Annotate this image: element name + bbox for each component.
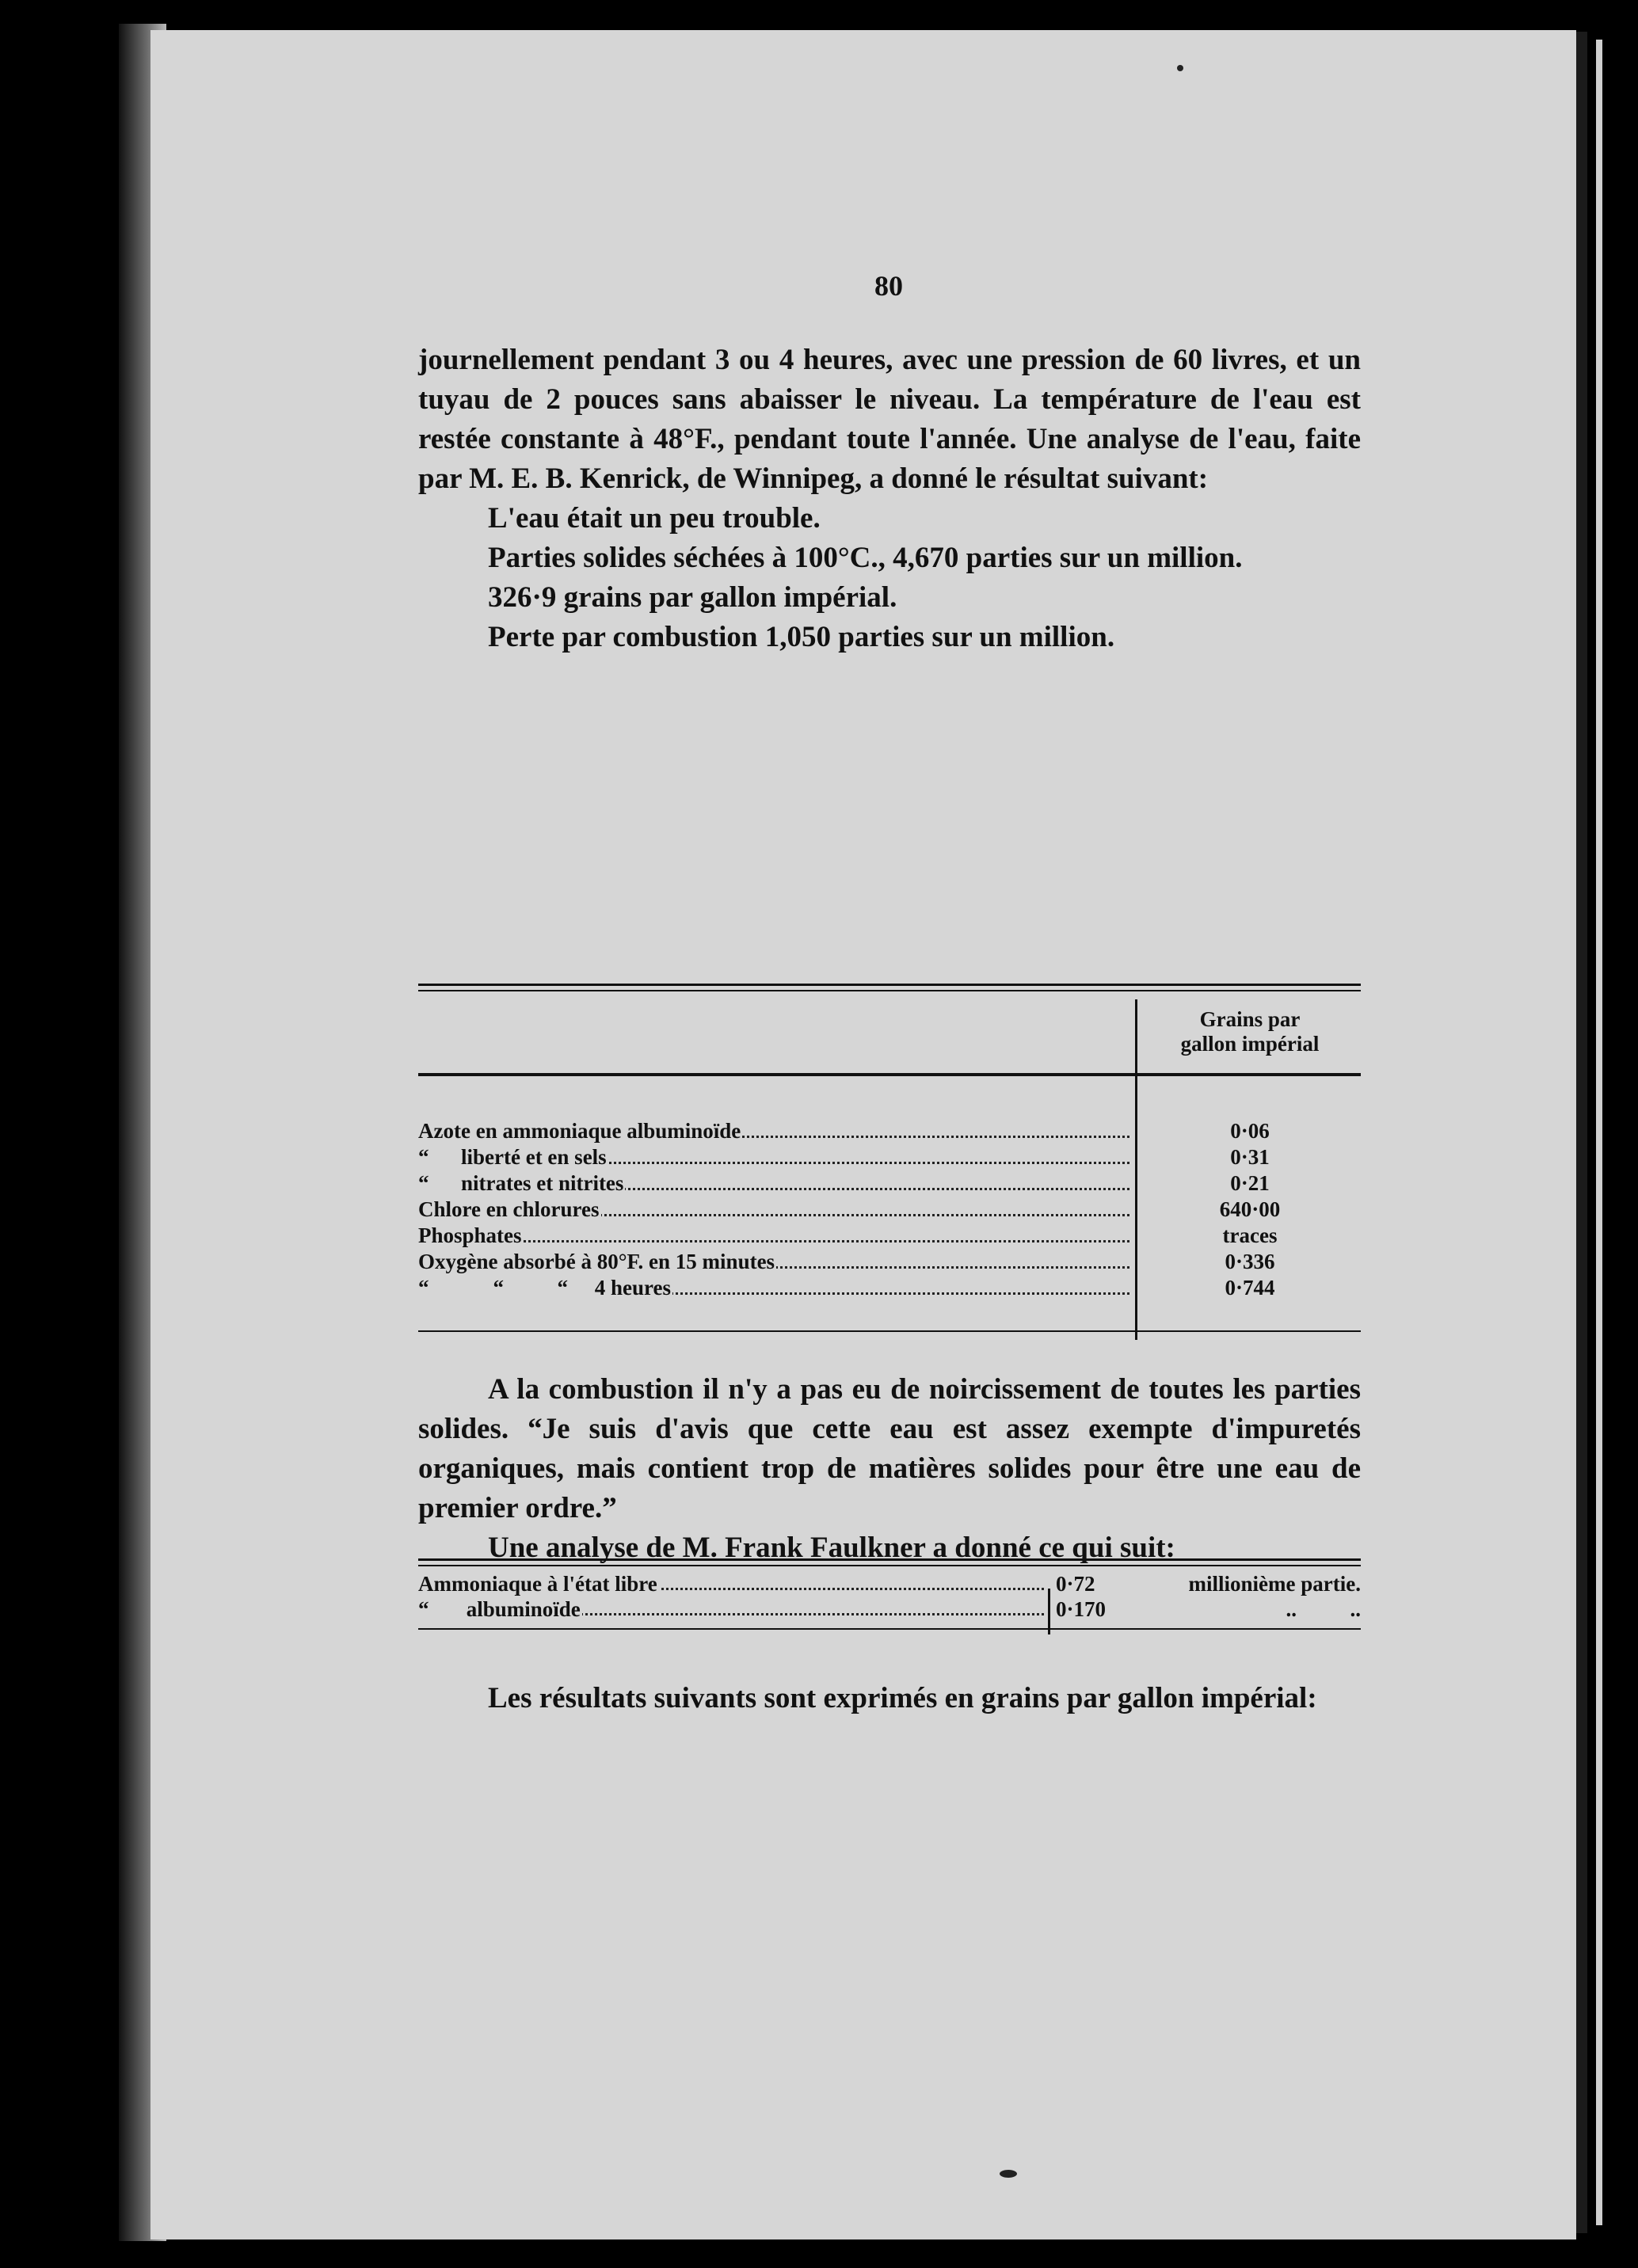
row-value: 0·21 <box>1230 1171 1270 1195</box>
table-body <box>418 1118 1361 1301</box>
table-row <box>418 1249 1361 1275</box>
page-number: 80 <box>874 270 903 302</box>
row-label: “ nitrates et nitrites <box>418 1171 624 1195</box>
row-label: “ liberté et en sels <box>418 1145 607 1169</box>
row-value: 0·336 <box>1225 1250 1275 1273</box>
results-paragraph: Les résultats suivants sont exprimés en grains par gallon impérial: <box>488 1682 1317 1714</box>
row-label: Phosphates <box>418 1223 522 1247</box>
row-unit: .. .. <box>1286 1597 1361 1621</box>
analysis-table <box>418 984 1361 1340</box>
faulkner-line: Une analyse de M. Frank Faulkner a donné ce qui suit: <box>488 1532 1175 1564</box>
combustion-paragraph: A la combustion il n'y a pas eu de noircissement de toutes les parties solides. “Je suis d'avis que cette eau est assez exempte d'impuretés organiques, mais contient trop de matières solides pour être une eau de premier ordre.” <box>418 1373 1361 1524</box>
table-row <box>418 1596 1361 1622</box>
table-row <box>418 1223 1361 1249</box>
table-row <box>418 1571 1361 1596</box>
intro-line: Perte par combustion 1,050 parties sur un million. <box>488 621 1115 653</box>
column-header-line: Grains par <box>1199 1007 1301 1031</box>
row-value: 0·06 <box>1230 1119 1270 1143</box>
faulkner-table <box>418 1558 1361 1634</box>
row-value: traces <box>1222 1223 1278 1247</box>
row-value: 640·00 <box>1219 1197 1281 1221</box>
table-body <box>418 1571 1361 1622</box>
column-header-line: gallon impérial <box>1180 1032 1320 1056</box>
page-edge <box>1596 40 1602 2225</box>
combustion-section <box>418 1370 1361 1568</box>
scan-speck <box>1177 65 1183 71</box>
row-label: Ammoniaque à l'état libre <box>418 1572 657 1596</box>
results-section <box>418 1679 1361 1718</box>
header-rule <box>418 1073 1361 1076</box>
intro-paragraph: journellement pendant 3 ou 4 heures, avec une pression de 60 livres, et un tuyau de 2 pouces sans abaisser le niveau. La température de l'eau est restée constante à 48°F., pendant toute l'année. Une analyse de l'eau, faite par M. E. B. Kenrick, de Winnipeg, a donné le résultat suivant: <box>418 344 1361 495</box>
table-bottom-rule <box>418 1330 1361 1332</box>
row-value: 0·170 <box>1056 1597 1107 1621</box>
intro-section <box>418 341 1361 657</box>
table-row <box>418 1170 1361 1197</box>
table-top-rule <box>418 1558 1361 1561</box>
table-row <box>418 1197 1361 1223</box>
table-top-rule <box>418 990 1361 991</box>
intro-line: 326·9 grains par gallon impérial. <box>488 581 897 614</box>
intro-line: Parties solides séchées à 100°C., 4,670 parties sur un million. <box>488 542 1243 574</box>
table-row <box>418 1118 1361 1144</box>
table-bottom-rule <box>418 1628 1361 1630</box>
scan-speck <box>1000 2170 1017 2178</box>
row-value: 0·744 <box>1225 1276 1275 1300</box>
row-label: “ albuminoïde <box>418 1597 581 1621</box>
table-top-rule <box>418 1565 1361 1566</box>
row-unit: millionième partie. <box>1188 1572 1361 1596</box>
table-row <box>418 1144 1361 1170</box>
table-row <box>418 1275 1361 1301</box>
table-top-rule <box>418 984 1361 986</box>
row-label: Oxygène absorbé à 80°F. en 15 minutes <box>418 1250 775 1273</box>
row-value: 0·31 <box>1230 1145 1270 1169</box>
row-label: Azote en ammoniaque albuminoïde <box>418 1119 741 1143</box>
row-value: 0·72 <box>1056 1572 1095 1596</box>
page-edge-shadow <box>1576 32 1587 2233</box>
row-label: Chlore en chlorures <box>418 1197 600 1221</box>
column-header <box>1139 1007 1361 1056</box>
intro-line: L'eau était un peu trouble. <box>488 502 821 535</box>
row-label: “ “ “ 4 heures <box>418 1276 672 1300</box>
